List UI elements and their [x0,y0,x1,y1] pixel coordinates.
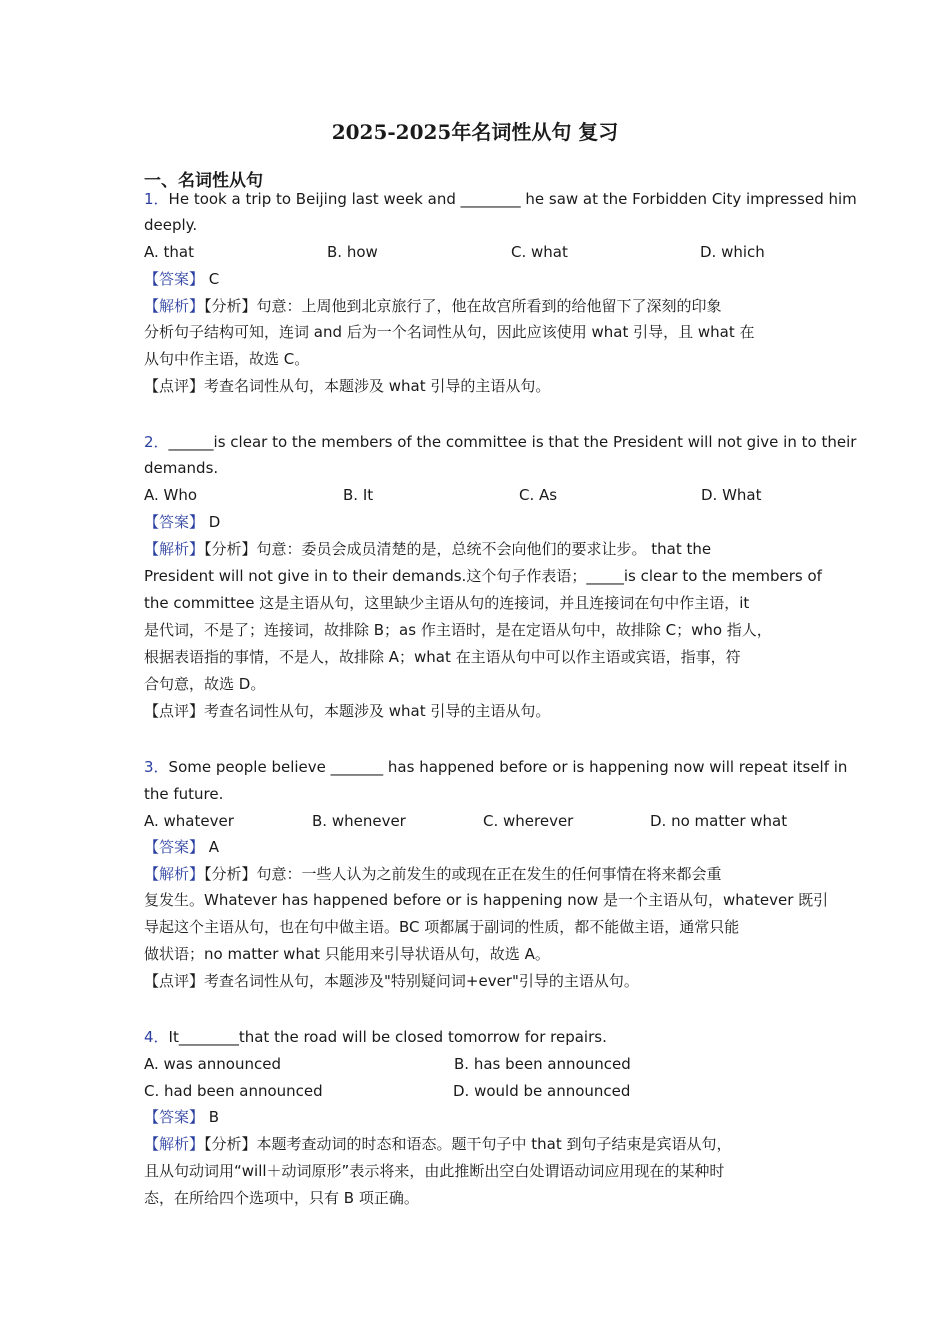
analysis-text: 态，在所给四个选项中，只有 B 项正确。 [144,1189,419,1207]
analysis-text: 导起这个主语从句，也在句中做主语。BC 项都属于副词的性质，都不能做主语，通常只能 [144,918,740,936]
analysis-line: 【解析】【分析】句意：委员会成员清楚的是，总统不会向他们的要求让步。 that the [144,540,712,558]
option-b: B. how [327,243,378,261]
option-c: C. had been announced [144,1082,323,1100]
question-number: 1． [144,190,169,208]
option-c: C. wherever [483,812,574,830]
analysis-text: 复发生。Whatever has happened before or is happening now 是一个主语从句，whatever 既引 [144,891,829,909]
answer-tag: 【答案】 [144,270,205,288]
question-number: 3． [144,758,169,776]
option-a: A. that [144,243,194,261]
option-b: B. whenever [312,812,406,830]
analysis-text: President will not give in to their demands.这个句子作表语；_____is clear to the members of [144,567,822,585]
answer-line: 【答案】 B [144,1108,220,1126]
analysis-text: 根据表语指的事情，不是人，故排除 A；what 在主语从句中可以作主语或宾语，指事，符 [144,648,741,666]
comment-line: 【点评】考查名词性从句，本题涉及"特别疑问词+ever"引导的主语从句。 [144,972,639,990]
analysis-line: 【解析】【分析】本题考查动词的时态和语态。题干句子中 that 到句子结束是宾语从句， [144,1135,732,1153]
analysis-line: 【解析】【分析】句意：一些人认为之前发生的或现在正在发生的任何事情在将来都会重 [144,865,722,883]
option-d: D. What [701,486,762,504]
option-c: C. As [519,486,558,504]
analysis-tag: 【解析】 [144,540,205,558]
question-1-stem-cont: deeply. [144,216,198,234]
analysis-text: 且从句动词用“will＋动词原形”表示将来，由此推断出空白处谓语动词应用现在的某种时 [144,1162,725,1180]
analysis-text: the committee 这是主语从句，这里缺少主语从句的连接词，并且连接词在句中作主语，it [144,594,750,612]
option-a: A. whatever [144,812,234,830]
analysis-text: 做状语；no matter what 只能用来引导状语从句，故选 A。 [144,945,550,963]
analysis-tag: 【解析】 [144,297,205,315]
answer-tag: 【答案】 [144,838,205,856]
analysis-text: 是代词，不是了；连接词，故排除 B；as 作主语时，是在定语从句中，故排除 C；who 指人， [144,621,772,639]
document-title: 2025-2025年名词性从句 复习 [331,120,619,144]
analysis-text: 从句中作主语，故选 C。 [144,350,310,368]
option-d: D. no matter what [650,812,788,830]
option-d: D. would be announced [453,1082,631,1100]
option-a: A. was announced [144,1055,281,1073]
question-number: 4． [144,1028,169,1046]
analysis-text: 分析句子结构可知，连词 and 后为一个名词性从句，因此应该使用 what 引导，且 what 在 [144,323,755,341]
question-4-stem: 4．It________that the road will be closed tomorrow for repairs. [144,1028,607,1046]
analysis-text: 合句意，故选 D。 [144,675,266,693]
question-3-stem-cont: the future. [144,785,224,803]
analysis-tag: 【解析】 [144,1135,205,1153]
answer-line: 【答案】 A [144,838,220,856]
question-2-stem: 2．______is clear to the members of the committee is that the President will not give in to their [144,433,857,451]
question-number: 2． [144,433,169,451]
option-c: C. what [511,243,568,261]
option-a: A. Who [144,486,198,504]
option-b: B. has been announced [454,1055,631,1073]
answer-line: 【答案】 D [144,513,221,531]
answer-line: 【答案】 C [144,270,220,288]
answer-tag: 【答案】 [144,513,205,531]
analysis-tag: 【解析】 [144,865,205,883]
analysis-line: 【解析】【分析】句意：上周他到北京旅行了，他在故宫所看到的给他留下了深刻的印象 [144,297,722,315]
question-2-stem-cont: demands. [144,459,219,477]
question-1-stem: 1．He took a trip to Beijing last week and ________ he saw at the Forbidden City impressed him [144,190,857,208]
answer-tag: 【答案】 [144,1108,205,1126]
section-heading: 一、名词性从句 [144,171,263,191]
comment-line: 【点评】考查名词性从句，本题涉及 what 引导的主语从句。 [144,702,551,720]
comment-line: 【点评】考查名词性从句，本题涉及 what 引导的主语从句。 [144,377,551,395]
option-d: D. which [700,243,765,261]
option-b: B. It [343,486,374,504]
question-3-stem: 3．Some people believe _______ has happened before or is happening now will repeat itself in [144,758,848,776]
